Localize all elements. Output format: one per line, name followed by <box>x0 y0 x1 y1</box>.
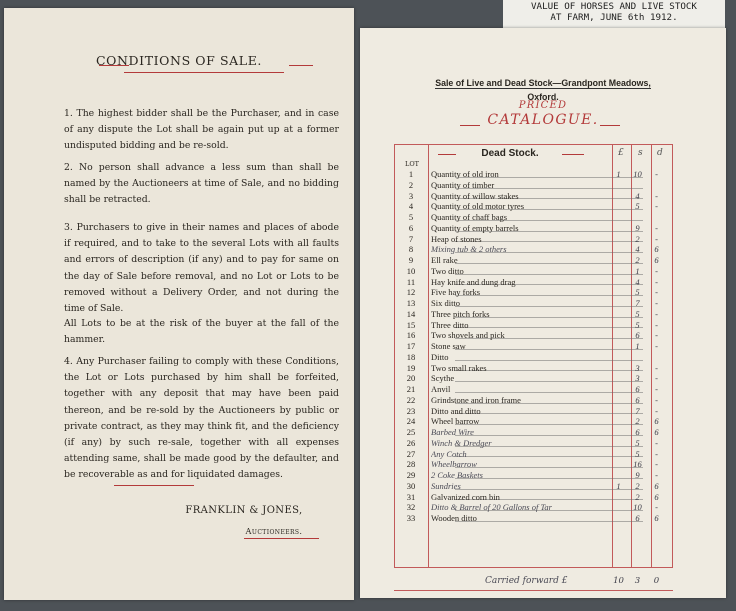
price-shillings: 4 <box>635 190 640 201</box>
lot-description: 2 Coke Baskets <box>431 470 483 480</box>
price-pence: - <box>655 448 658 459</box>
price-pence: - <box>655 233 658 244</box>
lot-number: 16 <box>406 330 416 341</box>
lot-row <box>395 169 671 180</box>
price-shillings: 5 <box>635 437 640 448</box>
price-pounds: 1 <box>616 480 621 491</box>
lot-row <box>395 191 671 202</box>
price-shillings: 6 <box>635 513 640 523</box>
carried-forward-row <box>395 576 671 590</box>
lot-number: 27 <box>406 448 416 459</box>
price-shillings: 2 <box>635 480 640 491</box>
lot-description: Ditto & Barrel of 20 Gallons of Tar <box>431 502 552 513</box>
table-bottom-rule <box>394 590 673 591</box>
price-shillings: 10 <box>633 169 642 179</box>
catalogue-page <box>360 28 726 598</box>
price-pence: - <box>655 362 658 373</box>
lot-price <box>609 277 669 288</box>
lot-description: Wheelbarrow <box>431 459 477 470</box>
lot-description: Barbed Wire <box>431 427 474 437</box>
condition-4: 4. Any Purchaser failing to comply with these Conditions, the Lot or Lots purchased by him shall be forfeited, together with any deposit that may have been paid thereon, and be re-sold by the Auctioneers by public or private contract, as they may think fit, and the deficiency (if any) by such re-sale, together with all expenses attending same, shall be made good by the defaulter, and be recoverable as and for liquidated damages. <box>64 356 339 481</box>
lot-row <box>395 459 671 470</box>
price-shillings: 1 <box>635 265 640 276</box>
lot-number: 26 <box>406 437 416 448</box>
lot-row <box>395 212 671 223</box>
lot-row <box>395 330 671 341</box>
lot-row <box>395 416 671 427</box>
lot-description: Hay knife and dung drag <box>431 276 516 287</box>
lot-price <box>609 427 669 438</box>
lot-price <box>609 330 669 341</box>
valuation-slip <box>503 0 725 29</box>
lot-price <box>609 287 669 298</box>
lot-price <box>609 309 669 320</box>
price-shillings: 5 <box>635 448 640 459</box>
lot-row <box>395 470 671 481</box>
price-shillings: 9 <box>635 222 640 233</box>
lot-row <box>395 502 671 513</box>
price-pence: - <box>655 319 658 330</box>
price-pence: - <box>655 287 658 298</box>
lot-row <box>395 363 671 374</box>
lot-description: Two small rakes <box>431 362 487 373</box>
lot-number: 4 <box>408 201 414 212</box>
lot-description: Quantity of old iron <box>431 169 499 179</box>
lot-number: 31 <box>406 491 416 502</box>
lot-price <box>609 395 669 406</box>
lot-description: Grindstone and iron frame <box>431 394 521 405</box>
price-shillings: 5 <box>635 319 640 330</box>
lot-description: Three pitch forks <box>431 308 490 319</box>
lot-price <box>609 201 669 212</box>
price-shillings: 6 <box>635 330 640 341</box>
lot-row <box>395 320 671 331</box>
carried-forward-label: Carried forward £ <box>485 576 568 586</box>
lot-number: 5 <box>408 212 414 222</box>
lot-number: 22 <box>406 394 416 405</box>
lot-number: 13 <box>406 298 416 308</box>
lot-price <box>609 320 669 331</box>
lot-row <box>395 180 671 191</box>
shillings-header: s <box>638 148 643 158</box>
price-shillings: 2 <box>635 255 640 265</box>
lot-price <box>609 212 669 223</box>
lot-price <box>609 298 669 309</box>
price-shillings: 6 <box>635 384 640 394</box>
lot-price <box>609 244 669 255</box>
sale-heading <box>360 78 726 88</box>
price-shillings: 2 <box>635 491 640 502</box>
lot-number: 19 <box>406 362 416 373</box>
price-pence: - <box>655 341 658 351</box>
price-pence: - <box>655 470 658 480</box>
lot-price <box>609 502 669 513</box>
lot-number: 8 <box>408 244 414 255</box>
price-pence: - <box>655 190 658 201</box>
carried-pence: 0 <box>653 576 660 586</box>
lot-description: Winch & Dredger <box>431 437 492 448</box>
lot-row <box>395 373 671 384</box>
price-shillings: 3 <box>635 362 640 373</box>
lot-price <box>609 352 669 363</box>
lot-price <box>609 255 669 266</box>
price-pence: 6 <box>654 244 659 255</box>
lot-row <box>395 244 671 255</box>
price-pence: 6 <box>654 255 659 265</box>
lot-number: 25 <box>406 427 416 437</box>
carried-pounds: 10 <box>613 576 624 586</box>
lot-row <box>395 427 671 438</box>
lot-row <box>395 298 671 309</box>
lot-row <box>395 234 671 245</box>
lot-row <box>395 406 671 417</box>
lot-list <box>395 169 671 524</box>
lot-description: Any Cotch <box>431 448 467 459</box>
slip-line-1: VALUE OF HORSES AND LIVE STOCK <box>531 1 697 12</box>
lot-number: 17 <box>406 341 416 351</box>
carried-shillings: 3 <box>634 576 641 586</box>
price-shillings: 6 <box>635 394 640 405</box>
lot-row <box>395 449 671 460</box>
price-pounds: 1 <box>616 169 621 179</box>
lot-number: 32 <box>406 502 416 513</box>
price-shillings: 10 <box>633 502 642 513</box>
condition-1: 1. The highest bidder shall be the Purchaser, and in case of any dispute the Lot shall be again put up at a former undisputed bidding and be re-sold. <box>64 108 339 152</box>
priced-label: PRICED <box>518 100 568 111</box>
lot-price <box>609 384 669 395</box>
lot-header: LOT <box>405 160 419 168</box>
lot-price <box>609 234 669 245</box>
lot-description: Two ditto <box>431 265 464 276</box>
lot-row <box>395 223 671 234</box>
lot-number: 11 <box>406 276 416 287</box>
lot-number: 14 <box>406 308 416 319</box>
price-pence: 6 <box>654 480 659 491</box>
price-shillings: 7 <box>635 405 640 416</box>
price-pence: - <box>655 384 658 394</box>
lot-description: Ditto and ditto <box>431 405 481 416</box>
price-pence: - <box>655 265 658 276</box>
lot-row <box>395 352 671 363</box>
price-pence: 6 <box>654 427 659 437</box>
lot-row <box>395 492 671 503</box>
condition-2: 2. No person shall advance a less sum than shall be named by the Auctioneers at time of Sale, and no bidding shall be retracted. <box>64 162 339 206</box>
lot-price <box>609 180 669 191</box>
lot-price <box>609 416 669 427</box>
price-pence: - <box>655 394 658 405</box>
lot-row <box>395 201 671 212</box>
condition-risk: All Lots to be at the risk of the buyer at the fall of the hammer. <box>64 318 339 346</box>
lot-row <box>395 287 671 298</box>
price-pence: - <box>655 308 658 319</box>
lot-number: 18 <box>406 351 416 362</box>
price-pence: - <box>655 437 658 448</box>
lot-price <box>609 341 669 352</box>
lot-row <box>395 481 671 492</box>
lot-description: Wooden ditto <box>431 513 477 523</box>
lot-description: Five hay forks <box>431 287 481 298</box>
lot-description: Heap of stones <box>431 233 482 244</box>
conditions-page <box>4 8 354 600</box>
lot-description: Stone saw <box>431 341 466 351</box>
auctioneer-name: FRANKLIN & JONES, <box>185 505 303 516</box>
price-pence: - <box>655 459 658 470</box>
price-shillings: 5 <box>635 308 640 319</box>
lot-number: 12 <box>406 287 416 298</box>
title-rule-right <box>289 65 313 66</box>
price-shillings: 3 <box>635 373 640 384</box>
lot-number: 30 <box>406 480 416 491</box>
price-pence: 6 <box>654 513 659 523</box>
price-pence: - <box>655 276 658 287</box>
lot-price <box>609 470 669 481</box>
auctioneer-underline <box>244 538 319 539</box>
lot-row <box>395 438 671 449</box>
catalogue-title: CATALOGUE. <box>487 112 599 128</box>
price-shillings: 5 <box>635 201 640 212</box>
price-pence: - <box>655 405 658 416</box>
section-rule-right <box>562 154 584 155</box>
price-pence: - <box>655 373 658 384</box>
pounds-header: £ <box>618 148 624 158</box>
price-pence: - <box>655 201 658 212</box>
lot-number: 2 <box>408 179 414 190</box>
lot-description: Quantity of timber <box>431 179 495 190</box>
title-underline <box>124 72 284 73</box>
price-pence: 6 <box>654 491 659 502</box>
lot-number: 10 <box>406 265 416 276</box>
price-pence: - <box>655 330 658 341</box>
price-shillings: 9 <box>635 470 640 480</box>
price-pence: - <box>655 502 658 513</box>
lot-description: Quantity of old motor tyres <box>431 201 525 212</box>
pence-header: d <box>657 148 663 158</box>
price-shillings: 1 <box>635 341 640 351</box>
price-shillings: 6 <box>635 427 640 437</box>
condition-3: 3. Purchasers to give in their names and places of abode if required, and to take to the several Lots with all faults and errors of description (if any) and to pay for same on the day of Sale before removal, and no Lot or Lots to be removed without a Delivery Order, and not during the time of Sale. <box>64 222 339 315</box>
price-pence: - <box>655 169 658 179</box>
lot-price <box>609 169 669 180</box>
lot-description: Galvanized corn bin <box>431 491 500 502</box>
lot-number: 29 <box>406 470 416 480</box>
lot-description: Sundries <box>431 480 461 491</box>
price-shillings: 7 <box>635 298 640 308</box>
carried-forward-total <box>609 576 669 586</box>
lot-description: Quantity of empty barrels <box>431 222 519 233</box>
lot-number: 21 <box>406 384 416 394</box>
lot-description: Wheel barrow <box>431 416 480 427</box>
lot-price <box>609 449 669 460</box>
lot-description: Ditto <box>431 351 449 362</box>
sale-location: Oxford. <box>527 92 559 102</box>
lot-price <box>609 438 669 449</box>
lot-description: Scythe <box>431 373 455 384</box>
lot-row <box>395 341 671 352</box>
lot-price <box>609 191 669 202</box>
lot-number: 1 <box>408 169 414 179</box>
lot-number: 28 <box>406 459 416 470</box>
lot-description: Two shovels and pick <box>431 330 505 341</box>
lot-number: 23 <box>406 405 416 416</box>
lot-price <box>609 492 669 503</box>
lot-number: 15 <box>406 319 416 330</box>
conditions-end-rule <box>114 485 194 486</box>
catalogue-rule-right <box>600 125 620 126</box>
lot-price <box>609 513 669 524</box>
lot-description: Anvil <box>431 384 451 394</box>
lot-description: Quantity of chaff bags <box>431 212 508 222</box>
lot-number: 3 <box>408 190 414 201</box>
lot-price <box>609 459 669 470</box>
price-shillings: 4 <box>635 244 640 255</box>
price-shillings: 5 <box>635 287 640 298</box>
lot-price <box>609 373 669 384</box>
lot-number: 20 <box>406 373 416 384</box>
sale-heading-text: Sale of Live and Dead Stock—Grandpont Meadows, <box>435 78 651 88</box>
price-shillings: 4 <box>635 276 640 287</box>
price-pence: - <box>655 298 658 308</box>
lot-price <box>609 266 669 277</box>
lot-number: 7 <box>408 233 414 244</box>
lot-row <box>395 266 671 277</box>
lot-description: Ell rake <box>431 255 458 265</box>
lot-row <box>395 395 671 406</box>
lot-row <box>395 277 671 288</box>
lot-number: 33 <box>406 513 416 523</box>
slip-line-2: AT FARM, JUNE 6th 1912. <box>550 12 678 23</box>
lot-row <box>395 513 671 524</box>
price-shillings: 2 <box>635 416 640 427</box>
lot-row <box>395 309 671 320</box>
price-shillings: 16 <box>633 459 642 470</box>
lot-number: 24 <box>406 416 416 427</box>
price-pence: 6 <box>654 416 659 427</box>
dead-stock-title: Dead Stock. <box>481 148 539 159</box>
lot-number: 6 <box>408 222 414 233</box>
lot-price <box>609 481 669 492</box>
lot-description: Quantity of willow stakes <box>431 190 519 201</box>
price-shillings: 2 <box>635 233 640 244</box>
lot-description: Three ditto <box>431 319 469 330</box>
lot-price <box>609 363 669 374</box>
conditions-title: CONDITIONS OF SALE. <box>96 53 262 68</box>
lot-description: Six ditto <box>431 298 461 308</box>
lot-number: 9 <box>408 255 414 265</box>
lot-row <box>395 255 671 266</box>
price-pence: - <box>655 222 658 233</box>
lot-price <box>609 223 669 234</box>
lot-description: Mixing tub & 2 others <box>431 244 507 255</box>
auctioneer-role: Auctioneers. <box>245 526 303 536</box>
lot-row <box>395 384 671 395</box>
lot-price <box>609 406 669 417</box>
